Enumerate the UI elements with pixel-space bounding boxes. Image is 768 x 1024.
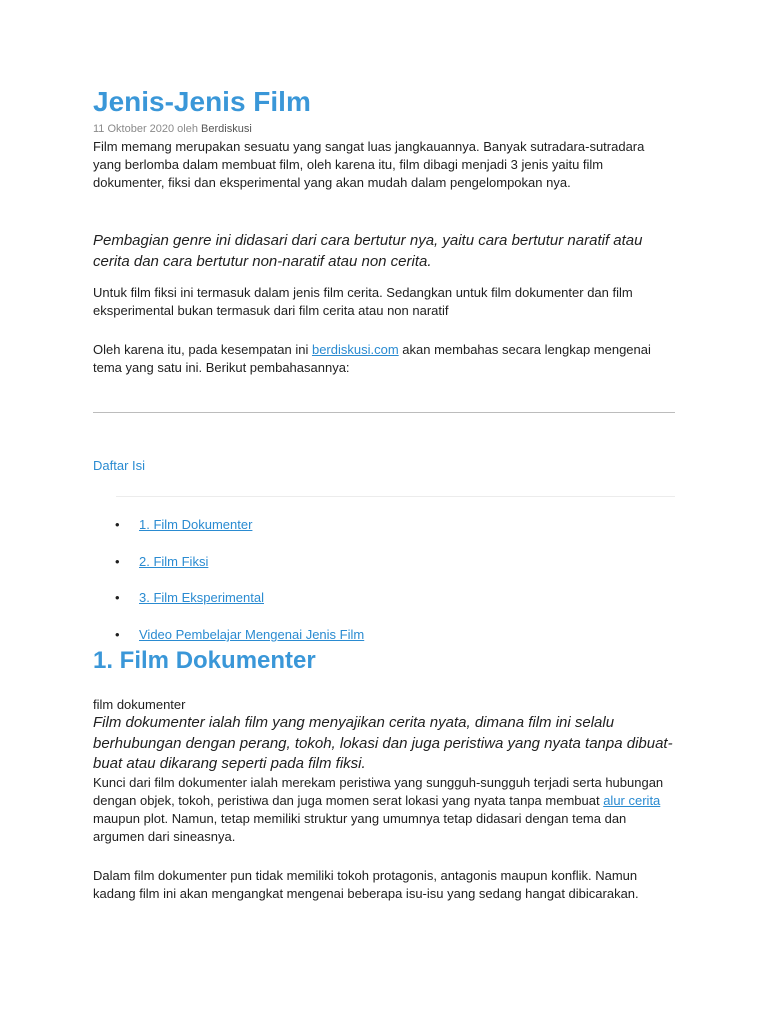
genre-paragraph: Untuk film fiksi ini termasuk dalam jenis film cerita. Sedangkan untuk film dokumenter dan film eksperimental bukan termasuk dari film cerita atau non naratif <box>93 285 633 318</box>
toc-title[interactable]: Daftar Isi <box>93 458 146 473</box>
post-author[interactable]: Berdiskusi <box>201 123 252 135</box>
dokumenter-paragraph-1 <box>93 774 675 846</box>
bullet-icon: • <box>115 517 120 532</box>
toc-divider <box>116 496 675 497</box>
bullet-icon: • <box>115 590 120 605</box>
alur-cerita-link[interactable]: alur cerita <box>603 793 661 808</box>
announcement-text-end: akan membahas secara lengkap mengenai tema yang satu ini. Berikut pembahasannya: <box>93 342 651 375</box>
intro-quote: Pembagian genre ini didasari dari cara bertutur nya, yaitu cara bertutur naratif atau cerita dan cara bertutur non-naratif atau non cerita. <box>93 232 643 270</box>
bullet-icon: • <box>115 554 120 569</box>
toc-link-video[interactable]: Video Pembelajar Mengenai Jenis Film <box>139 627 365 642</box>
dokumenter-quote: Film dokumenter ialah film yang menyajikan cerita nyata, dimana film ini selalu berhubungan dengan perang, tokoh, lokasi dan juga peristiwa yang nyata tanpa dibuat-buat atau dikarang seperti pada film fiksi. <box>93 714 673 772</box>
dokumenter-text-start: Kunci dari film dokumenter ialah merekam peristiwa yang sungguh-sungguh terjadi serta hubungan dengan objek, tokoh, peristiwa dan juga momen serat lokasi yang nyata tanpa membuat <box>93 775 664 808</box>
bullet-icon: • <box>115 627 120 642</box>
announcement-text-start: Oleh karena itu, pada kesempatan ini <box>93 342 312 357</box>
dokumenter-text-end: maupun plot. Namun, tetap memiliki struktur yang umumnya tetap didasari dengan tema dan argumen dari sineasnya. <box>93 811 627 844</box>
section-divider <box>93 412 675 413</box>
section-heading-dokumenter: 1. Film Dokumenter <box>93 647 316 674</box>
page-title: Jenis-Jenis Film <box>93 86 311 117</box>
site-link[interactable]: berdiskusi.com <box>311 342 399 357</box>
image-caption: film dokumenter <box>93 697 186 712</box>
announcement-paragraph <box>93 341 675 377</box>
toc-link-dokumenter[interactable]: 1. Film Dokumenter <box>139 517 253 532</box>
dokumenter-paragraph-2: Dalam film dokumenter pun tidak memiliki tokoh protagonis, antagonis maupun konflik. Namun kadang film ini akan mengangkat mengenai beberapa isu-isu yang sedang hangat dibicarakan. <box>93 868 639 901</box>
post-date: 11 Oktober 2020 oleh <box>93 123 198 135</box>
toc-link-eksperimental[interactable]: 3. Film Eksperimental <box>139 590 264 605</box>
intro-paragraph: Film memang merupakan sesuatu yang sangat luas jangkauannya. Banyak sutradara-sutradara yang berlomba dalam membuat film, oleh karena itu, film dibagi menjadi 3 jenis yaitu film dokumenter, fiksi dan eksperimental yang akan mudah dalam pengelompokan nya. <box>93 139 645 190</box>
post-meta <box>93 123 252 135</box>
toc-link-fiksi[interactable]: 2. Film Fiksi <box>139 554 209 569</box>
